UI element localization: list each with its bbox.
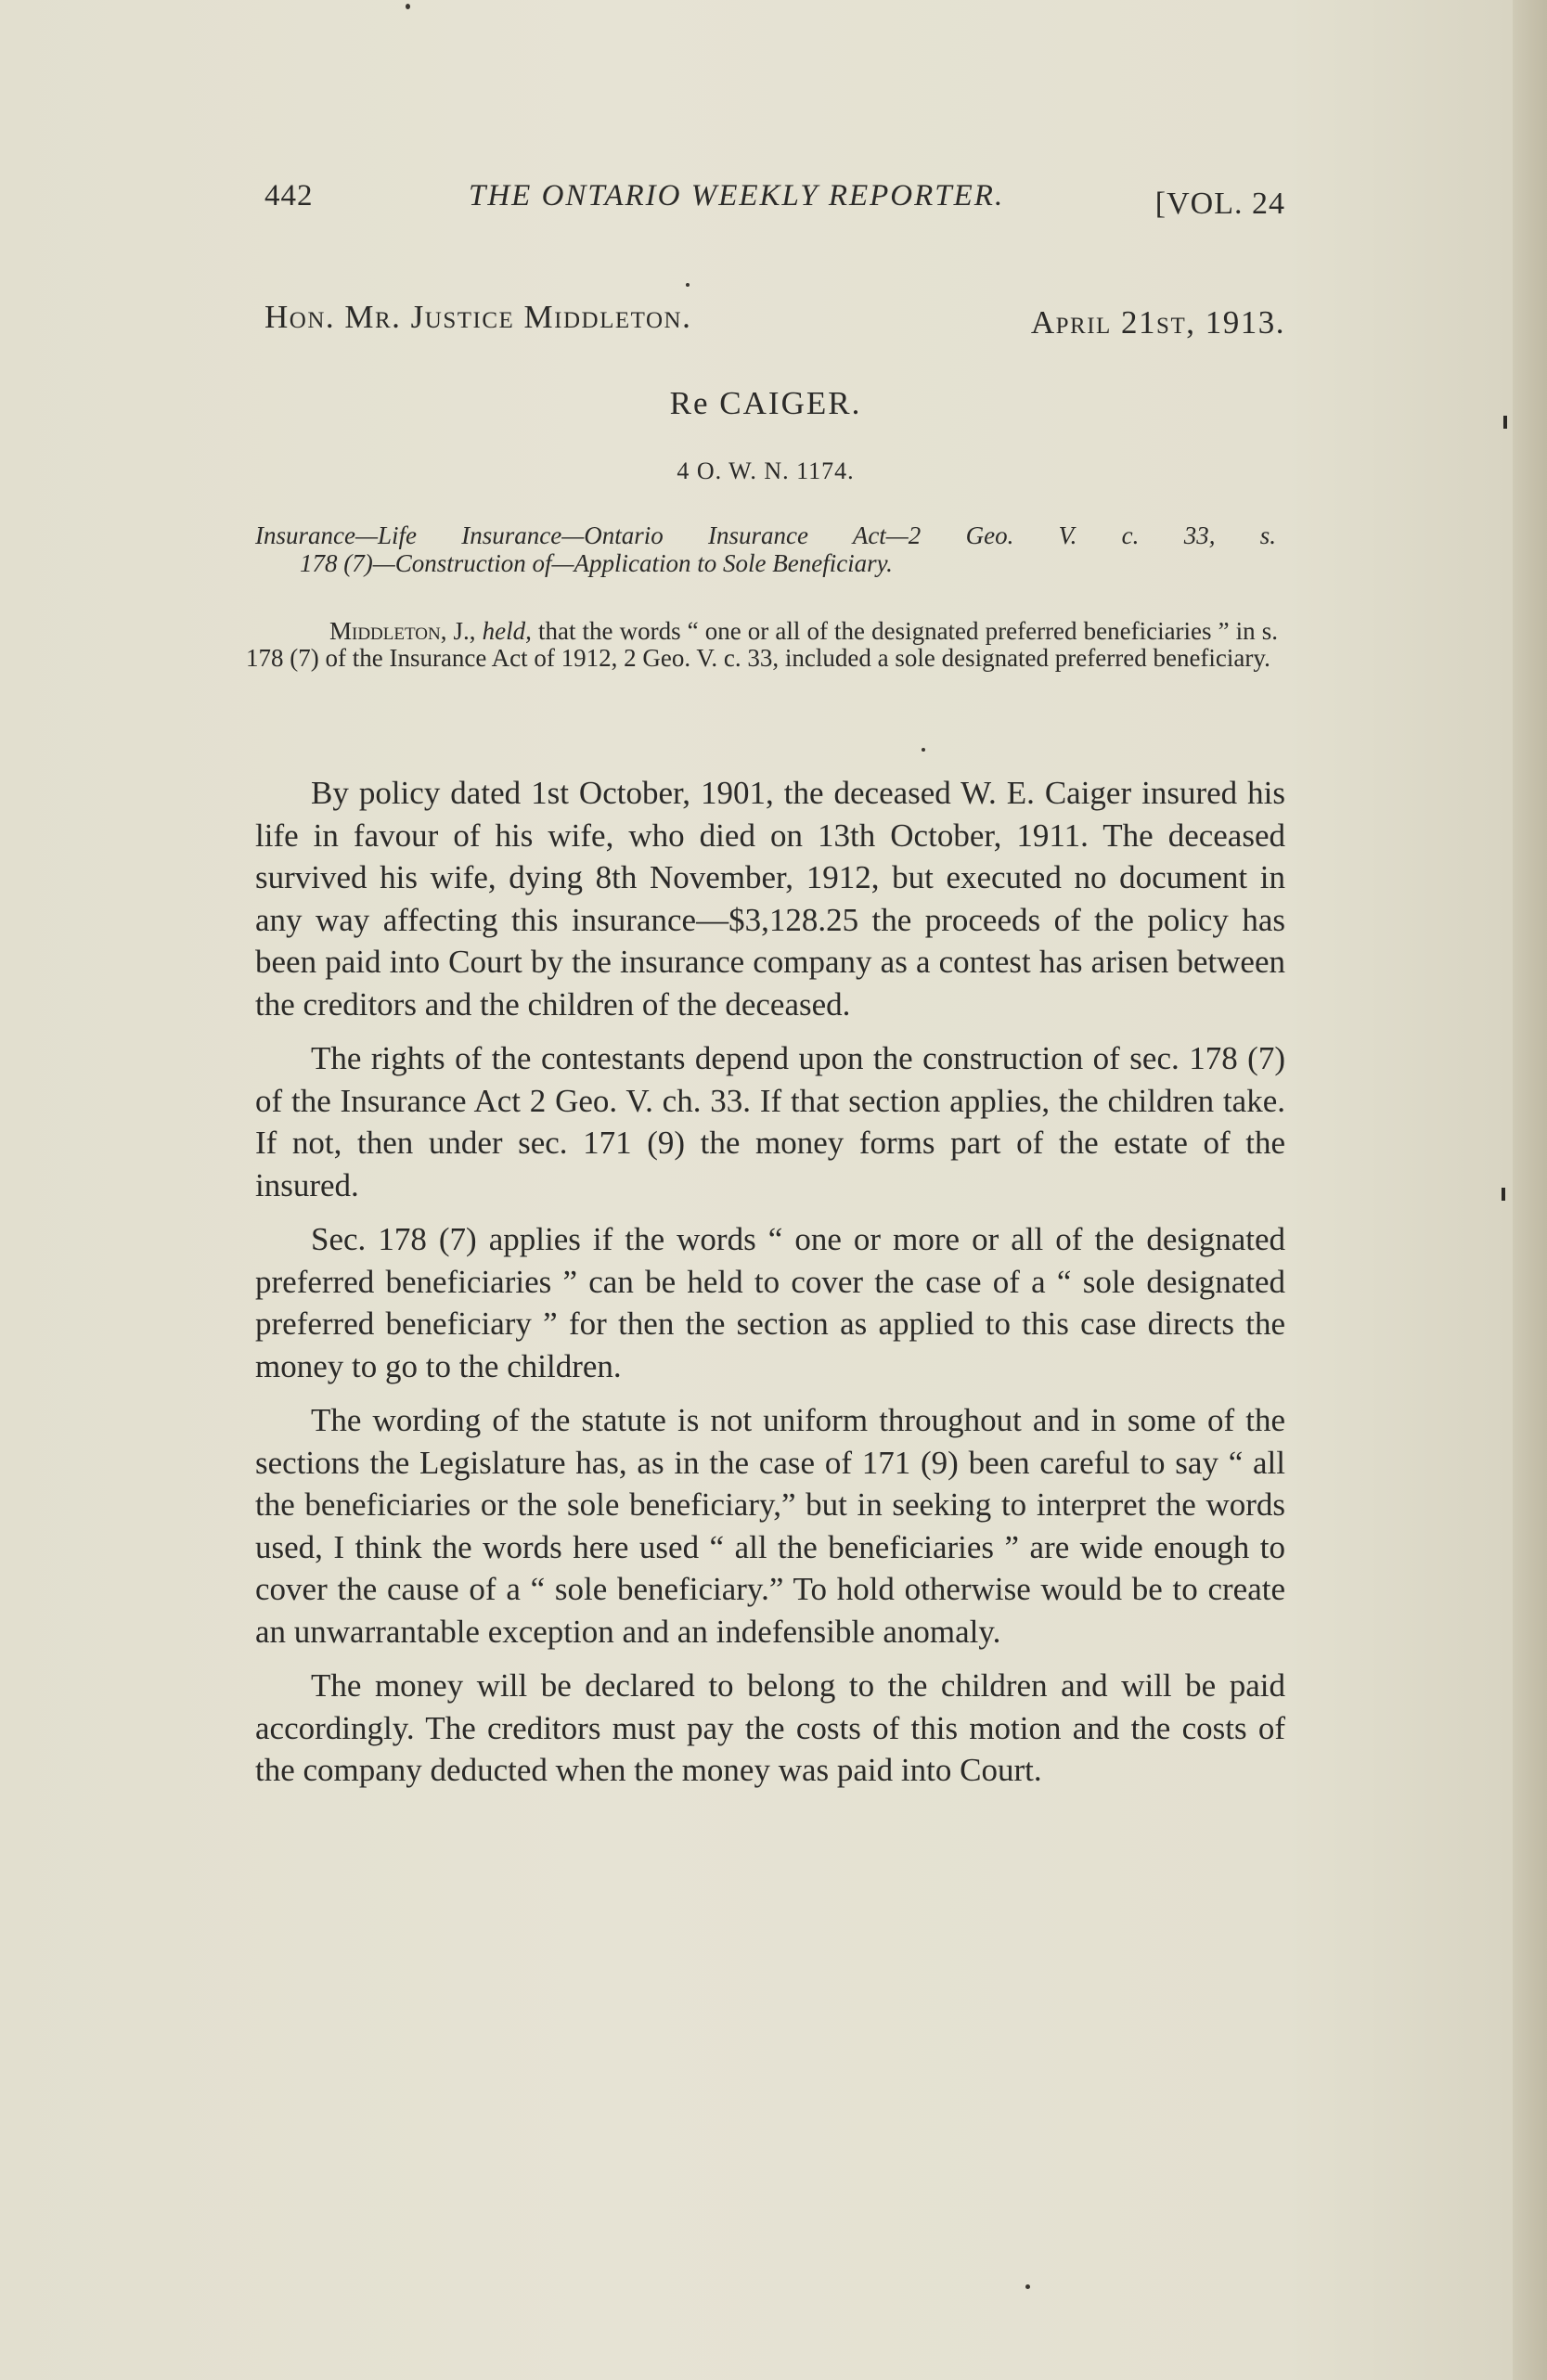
judgment-body <box>255 772 1285 1804</box>
judge-date-line <box>264 299 1285 345</box>
paragraph-4: The wording of the statute is not uniform throughout and in some of the sections the Legislature has, as in the case of 171 (9) been careful to say “ all the beneficiaries or the sole beneficiary,” but in seeking to interpret the words used, I think the words here used “ all the beneficiaries ” are wide enough to cover the cause of a “ sole beneficiary.” To hold otherwise would be to create an unwarrantable exception and an indefensible anomaly. <box>255 1402 1285 1650</box>
decision-date: April 21st, 1913. <box>1030 304 1285 341</box>
holding-held: held, <box>482 617 532 645</box>
paragraph-3: Sec. 178 (7) applies if the words “ one or more or all of the designated preferred beneficiaries ” can be held to cover the case of a “ sole designated preferred beneficiary ” for then the section as applied to this case directs the money to go to the children. <box>255 1221 1285 1384</box>
margin-mark <box>1502 1188 1505 1201</box>
holding-text: that the words “ one or all of the designated preferred beneficiaries ” in s. 178 (7) of the Insurance Act of 1912, 2 Geo. V. c. 33, included a sole designated preferred beneficiary. <box>246 617 1279 672</box>
headnote-subject-line1: Insurance—Life Insurance—Ontario Insurance Act—2 Geo. V. c. 33, s. <box>255 521 1276 549</box>
print-speck <box>406 4 410 9</box>
print-speck <box>1025 2284 1030 2289</box>
judge-name: Hon. Mr. Justice Middleton. <box>264 299 692 335</box>
running-head <box>246 172 1285 227</box>
paragraph-5: The money will be declared to belong to the children and will be paid accordingly. The creditors must pay the costs of this motion and the costs of the company deducted when the money was paid into Court. <box>255 1667 1285 1788</box>
holding-judge: Middleton, J., <box>329 617 476 645</box>
paragraph-1: By policy dated 1st October, 1901, the deceased W. E. Caiger insured his life in favour of his wife, who died on 13th October, 1911. The deceased survived his wife, dying 8th November, 1912, but executed no document in any way affecting this insurance—$3,128.25 the proceeds of the policy has been paid into Court by the insurance company as a contest has arisen between the creditors and the children of the deceased. <box>255 775 1285 1023</box>
headnote-subject-line2: 178 (7)—Construction of—Application to Sole Beneficiary. <box>300 549 893 577</box>
journal-title: THE ONTARIO WEEKLY REPORTER. <box>469 179 1005 212</box>
paragraph-2: The rights of the contestants depend upon the construction of sec. 178 (7) of the Insurance Act 2 Geo. V. ch. 33. If that section applies, the children take. If not, then under sec. 171 (9) the money forms part of the estate of the insured. <box>255 1040 1285 1203</box>
case-citation: 4 O. W. N. 1174. <box>677 457 855 484</box>
headnote-subject <box>255 521 1276 577</box>
margin-mark <box>1503 416 1507 429</box>
volume-label: [VOL. 24 <box>1154 187 1285 221</box>
headnote-holding <box>246 618 1278 672</box>
page-number: 442 <box>264 179 314 212</box>
print-speck <box>922 748 925 752</box>
case-name: Re CAIGER. <box>669 385 862 421</box>
print-speck <box>686 283 690 287</box>
page-edge <box>1513 0 1547 2380</box>
